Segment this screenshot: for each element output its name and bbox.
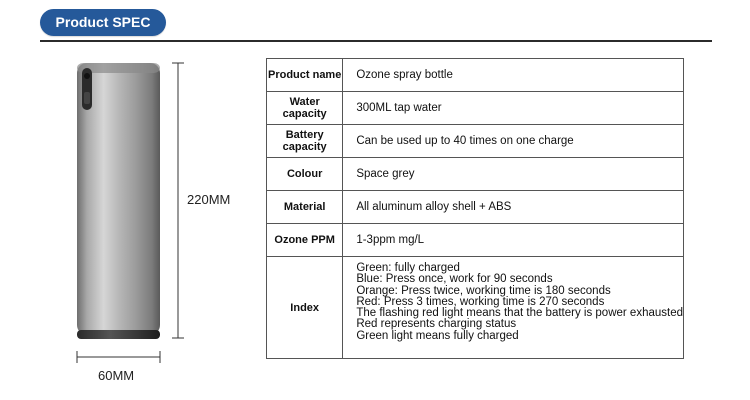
- index-line: Red: Press 3 times, working time is 270 seconds: [356, 295, 605, 308]
- spec-table: [266, 58, 684, 359]
- width-dimension-line: [77, 351, 160, 363]
- table-row: [267, 125, 684, 158]
- spec-value: 1-3ppm mg/L: [343, 224, 684, 257]
- table-row: [267, 92, 684, 125]
- spec-value: 300ML tap water: [343, 92, 684, 125]
- spec-key: Material: [267, 191, 343, 224]
- index-line: Blue: Press once, work for 90 seconds: [356, 273, 553, 286]
- height-dimension-line: [172, 63, 184, 338]
- spec-value: Space grey: [343, 158, 684, 191]
- table-row: [267, 191, 684, 224]
- spec-value: All aluminum alloy shell + ABS: [343, 191, 684, 224]
- spec-key: Battery capacity: [267, 125, 343, 158]
- index-line: Red represents charging status: [356, 318, 517, 331]
- spec-key: Product name: [267, 59, 343, 92]
- bottle-image: [77, 63, 160, 339]
- table-row: [267, 59, 684, 92]
- table-row-index: [267, 257, 684, 359]
- spec-key: Index: [267, 257, 343, 359]
- spec-value: Can be used up to 40 times on one charge: [343, 125, 684, 158]
- spec-key: Water capacity: [267, 92, 343, 125]
- index-line: The flashing red light means that the battery is power exhausted: [356, 307, 683, 320]
- spec-value: Ozone spray bottle: [343, 59, 684, 92]
- index-line: Green: fully charged: [356, 262, 460, 274]
- height-label: 220MM: [187, 192, 231, 207]
- table-row: [267, 224, 684, 257]
- spec-key: Ozone PPM: [267, 224, 343, 257]
- width-label: 60MM: [98, 368, 135, 383]
- index-line: Orange: Press twice, working time is 180 seconds: [356, 284, 611, 297]
- table-row: [267, 158, 684, 191]
- spec-key: Colour: [267, 158, 343, 191]
- index-description: [343, 257, 684, 359]
- index-line: Green light means fully charged: [356, 329, 519, 342]
- section-title: Product SPEC: [55, 14, 151, 30]
